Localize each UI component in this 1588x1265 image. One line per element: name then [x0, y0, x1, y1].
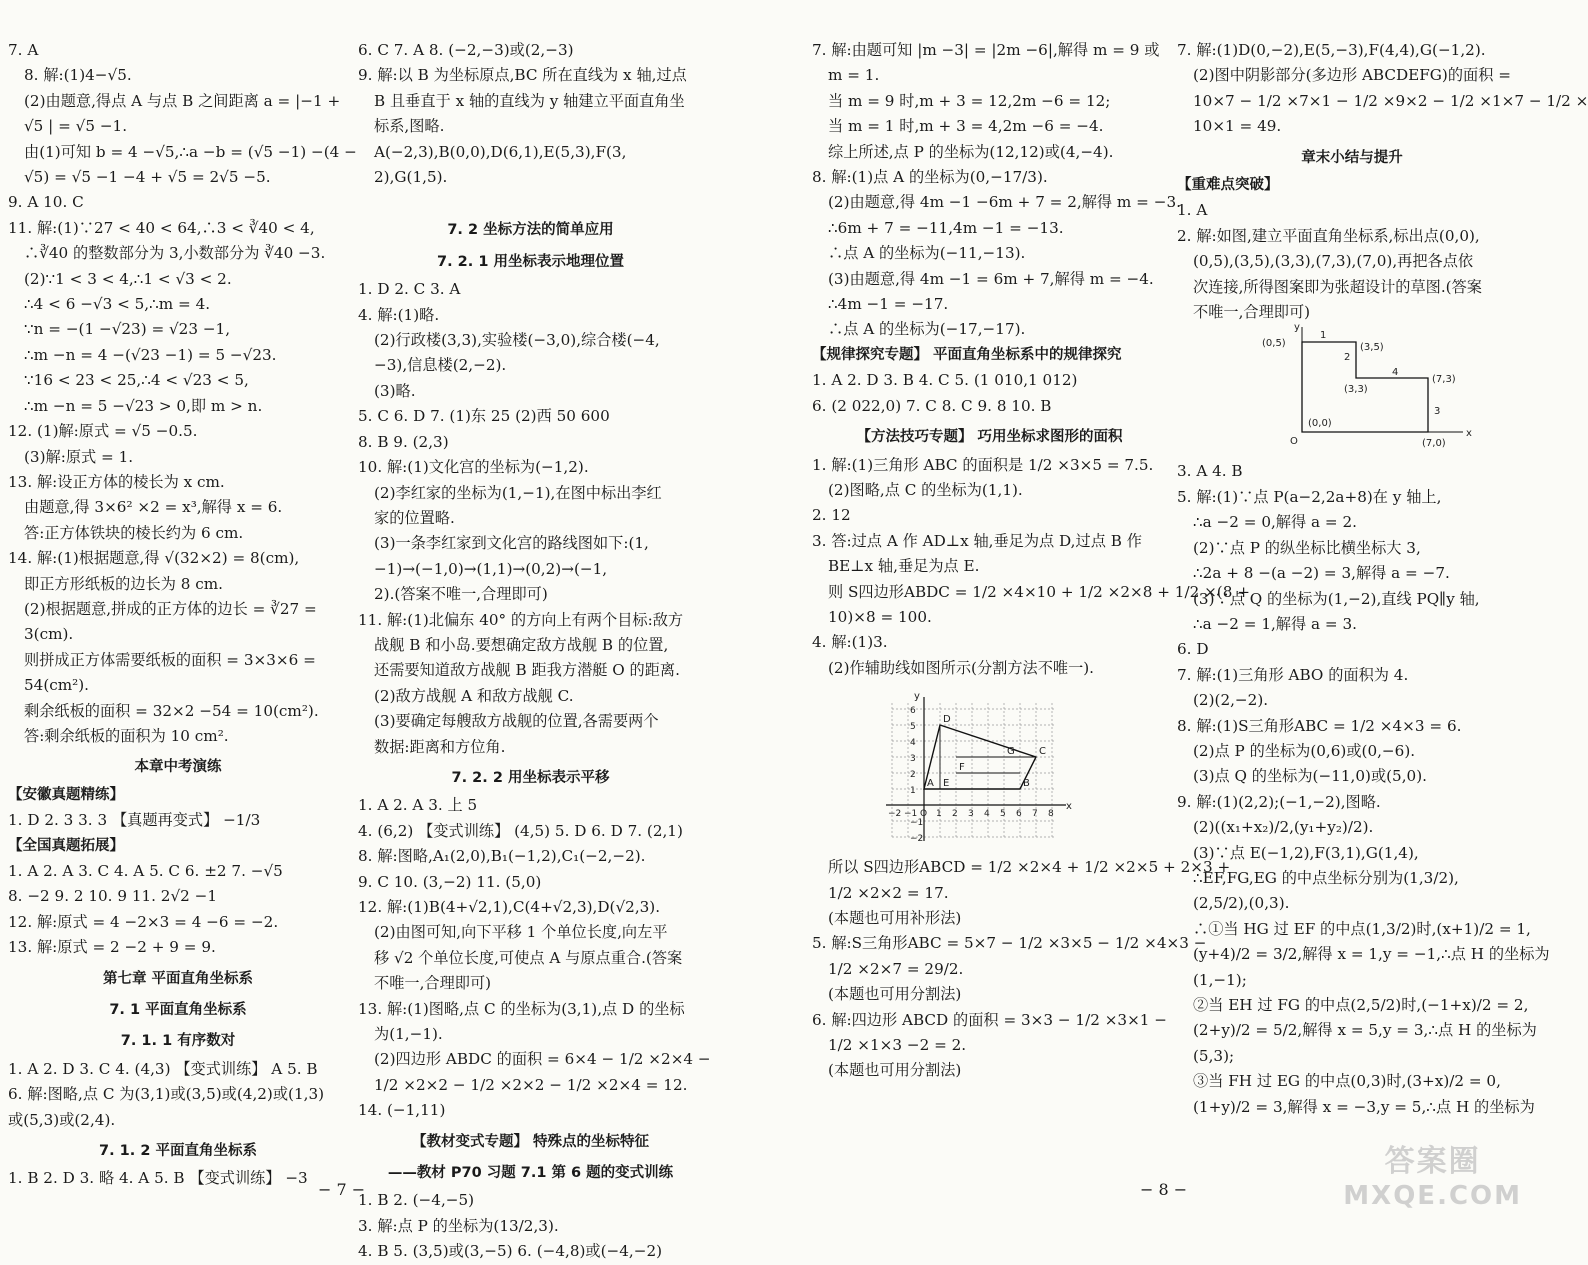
answer-line: 8. 解:(1)点 A 的坐标为(0,−17/3).	[812, 168, 1048, 187]
sketch-label: O	[1290, 436, 1298, 448]
watermark-logo	[1343, 1145, 1522, 1213]
answer-line: A(−2,3),B(0,0),D(6,1),E(5,3),F(3,	[374, 142, 627, 161]
answer-line: 9. A 10. C	[8, 193, 84, 212]
answer-line: 1/2 ×1×3 −2 = 2.	[828, 1036, 967, 1054]
section-heading: 章末小结与提升	[1301, 149, 1403, 166]
answer-line: 3. A 4. B	[1177, 462, 1243, 481]
answer-line: 10×7 − 1/2 ×7×1 − 1/2 ×9×2 − 1/2 ×1×7 − 1/2 ×	[1193, 91, 1588, 110]
x-tick-label: 7	[1032, 809, 1038, 820]
sketch-label: 3	[1434, 406, 1441, 418]
answer-line: 14. 解:(1)根据题意,得 √(32×2) = 8(cm),	[8, 549, 300, 568]
section-heading: 本章中考演练	[134, 759, 222, 776]
answer-line: 3. 答:过点 A 作 AD⊥x 轴,垂足为点 D,过点 B 作	[812, 531, 1142, 550]
answer-line: 由(1)可知 b = 4 −√5,∴a −b = (√5 −1) −(4 −	[24, 142, 357, 161]
answer-line: 7. 解:由题可知 |m −3| = |2m −6|,解得 m = 9 或	[812, 41, 1160, 59]
answer-line: (2)点 P 的坐标为(0,6)或(0,−6).	[1193, 741, 1416, 760]
x-tick-label: 1	[936, 809, 942, 820]
point-label-B: B	[1023, 778, 1030, 790]
column-4	[1177, 38, 1588, 1120]
answer-line: BE⊥x 轴,垂足为点 E.	[828, 557, 980, 576]
y-tick-label: 3	[910, 754, 916, 765]
section-heading: 7. 1. 1 有序数对	[120, 1033, 236, 1050]
answer-line: 8. 解:(1)S三角形ABC = 1/2 ×4×3 = 6.	[1177, 716, 1462, 735]
answer-line: m = 1.	[828, 66, 880, 85]
answer-line: (0,5),(3,5),(3,3),(7,3),(7,0),再把各点依	[1193, 252, 1474, 271]
answer-line: (3)由题意,得 4m −1 = 6m + 7,解得 m = −4.	[828, 269, 1154, 288]
answer-line: 剩余纸板的面积 = 32×2 −54 = 10(cm²).	[24, 701, 319, 720]
answer-line: 答:正方体铁块的棱长约为 6 cm.	[24, 523, 244, 542]
answer-line: (2)图略,点 C 的坐标为(1,1).	[828, 480, 1023, 499]
answer-line: (3)要确定每艘敌方战舰的位置,各需要两个	[374, 712, 659, 731]
answer-line: −1)→(−1,0)→(1,1)→(0,2)→(−1,	[374, 559, 608, 578]
answer-line: 6. 解:四边形 ABCD 的面积 = 3×3 − 1/2 ×3×1 −	[812, 1010, 1168, 1029]
x-tick-label: 4	[984, 809, 990, 820]
x-tick-label: 6	[1016, 809, 1022, 820]
answer-line: ∴m −n = 4 −(√23 −1) = 5 −√23.	[24, 345, 277, 364]
page-number-left: − 7 −	[318, 1180, 366, 1199]
answer-line: 2. 解:如图,建立平面直角坐标系,标出点(0,0),	[1177, 226, 1480, 245]
answer-line: 9. C 10. (3,−2) 11. (5,0)	[358, 872, 542, 891]
sketch-label: 1	[1320, 330, 1327, 342]
y-tick-label: −2	[910, 834, 924, 845]
answer-line: 或(5,3)或(2,4).	[8, 1110, 116, 1129]
answer-line: 9. 解:(1)(2,2);(−1,−2),图略.	[1177, 792, 1381, 811]
watermark-line1: 答案圈	[1384, 1144, 1481, 1179]
answer-line: 则 S四边形ABDC = 1/2 ×4×10 + 1/2 ×2×8 + 1/2 ×(8 +	[828, 582, 1250, 601]
answer-line: ∵n = −(1 −√23) = √23 −1,	[24, 320, 231, 339]
x-tick-label: 5	[1000, 809, 1006, 820]
answer-line: (2)四边形 ABDC 的面积 = 6×4 − 1/2 ×2×4 −	[374, 1050, 711, 1069]
answer-line: ∴2a + 8 −(a −2) = 3,解得 a = −7.	[1193, 564, 1450, 583]
answer-line: (5,3);	[1193, 1046, 1235, 1065]
sketch-label: y	[1294, 322, 1300, 334]
answer-line: 11. 解:(1)∵27 < 40 < 64,∴3 < ∛40 < 4,	[8, 218, 315, 237]
answer-line: (本题也可用分割法)	[828, 1061, 962, 1080]
answer-line: 综上所述,点 P 的坐标为(12,12)或(4,−4).	[828, 142, 1114, 161]
section-heading: 第七章 平面直角坐标系	[102, 970, 254, 987]
answer-line: 即正方形纸板的边长为 8 cm.	[24, 574, 223, 593]
x-tick-label: 2	[952, 809, 958, 820]
answer-line: 5. 解:(1)∵点 P(a−2,2a+8)在 y 轴上,	[1177, 487, 1442, 506]
answer-line: B 且垂直于 x 轴的直线为 y 轴建立平面直角坐	[374, 91, 685, 110]
section-heading: 【教材变式专题】 特殊点的坐标特征	[411, 1133, 650, 1150]
section-heading: 7. 2. 2 用坐标表示平移	[451, 769, 610, 786]
answer-line: (本题也可用补形法)	[828, 908, 962, 927]
answer-line: 13. 解:(1)图略,点 C 的坐标为(3,1),点 D 的坐标	[358, 999, 685, 1018]
answer-line: 8. B 9. (2,3)	[358, 432, 449, 451]
answer-line: 9. 解:以 B 为坐标原点,BC 所在直线为 x 轴,过点	[358, 66, 687, 85]
answer-line: 2. 12	[812, 506, 851, 525]
answer-line: (2)由图可知,向下平移 1 个单位长度,向左平	[374, 923, 668, 942]
answer-line: ∵16 < 23 < 25,∴4 < √23 < 5,	[24, 371, 249, 390]
sketch-label: 2	[1344, 352, 1351, 364]
answer-line: 10. 解:(1)文化宫的坐标为(−1,2).	[358, 458, 589, 477]
section-heading: 7. 2 坐标方法的简单应用	[447, 222, 614, 239]
answer-line: (3)∵点 Q 的坐标为(1,−2),直线 PQ∥y 轴,	[1193, 589, 1480, 608]
sketch-label: (7,0)	[1422, 438, 1446, 450]
answer-line: (3)略.	[374, 381, 416, 400]
answer-line: 当 m = 9 时,m + 3 = 12,2m −6 = 12;	[828, 91, 1111, 110]
answer-line: (2)敌方战舰 A 和敌方战舰 C.	[374, 686, 574, 705]
answer-line: ∴m −n = 5 −√23 > 0,即 m > n.	[24, 396, 263, 415]
answer-line: (2,5/2),(0,3).	[1193, 894, 1290, 913]
sketch-label: (0,0)	[1308, 418, 1332, 430]
answer-line: 1/2 ×2×7 = 29/2.	[828, 959, 964, 978]
answer-line: (3)点 Q 的坐标为(−11,0)或(5,0).	[1193, 767, 1427, 786]
answer-line: ∴∛40 的整数部分为 3,小数部分为 ∛40 −3.	[24, 244, 326, 263]
answer-line: 4. (6,2) 【变式训练】 (4,5) 5. D 6. D 7. (2,1)	[358, 821, 683, 840]
answer-line: ③当 FH 过 EG 的中点(0,3)时,(3+x)/2 = 0,	[1193, 1072, 1501, 1091]
answer-line: 1. D 2. C 3. A	[358, 280, 461, 299]
answer-line: 不唯一,合理即可)	[1193, 303, 1311, 322]
answer-line: (1,−1);	[1193, 970, 1247, 989]
answer-line: 7. 解:(1)三角形 ABO 的面积为 4.	[1177, 665, 1409, 684]
point-label-E: E	[943, 778, 950, 790]
y-tick-label: 4	[910, 738, 916, 749]
answer-line: (2)由题意,得点 A 与点 B 之间距离 a = |−1 +	[24, 91, 341, 110]
answer-line: 1. A 2. D 3. B 4. C 5. (1 010,1 012)	[812, 371, 1078, 390]
section-heading: 7. 1 平面直角坐标系	[109, 1002, 247, 1019]
x-tick-label: 8	[1048, 809, 1054, 820]
answer-line: 6. D	[1177, 640, 1209, 659]
answer-line: 1. A 2. A 3. C 4. A 5. C 6. ±2 7. −√5	[8, 862, 283, 880]
sketch-label: (3,5)	[1360, 342, 1384, 354]
answer-line: 8. 解:图略,A₁(2,0),B₁(−1,2),C₁(−2,−2).	[358, 847, 646, 866]
answer-line: 6. 解:图略,点 C 为(3,1)或(3,5)或(4,2)或(1,3)	[8, 1085, 325, 1104]
column-1	[8, 38, 357, 1192]
sketch-figure	[1177, 322, 1477, 457]
answer-line: ∴①当 HG 过 EF 的中点(1,3/2)时,(x+1)/2 = 1,	[1193, 919, 1531, 938]
answer-line: 1/2 ×2×2 − 1/2 ×2×2 − 1/2 ×2×4 = 12.	[374, 1075, 688, 1094]
answer-line: 家的位置略.	[374, 508, 455, 527]
answer-line: 12. 解:原式 = 4 −2×3 = 4 −6 = −2.	[8, 912, 279, 931]
answer-line: 1. 解:(1)三角形 ABC 的面积是 1/2 ×3×5 = 7.5.	[812, 455, 1154, 474]
sketch-label: (7,3)	[1432, 374, 1456, 386]
column-2	[358, 38, 711, 1265]
answer-line: 当 m = 1 时,m + 3 = 4,2m −6 = −4.	[828, 117, 1104, 136]
answer-line: √5 | = √5 −1.	[24, 117, 128, 136]
answer-line: 数据:距离和方位角.	[374, 737, 506, 756]
answer-line: 为(1,−1).	[374, 1025, 443, 1044]
answer-line: 战舰 B 和小岛.要想确定敌方战舰 B 的位置,	[374, 635, 669, 654]
answer-line: 12. (1)解:原式 = √5 −0.5.	[8, 422, 198, 441]
answer-line: 6. C 7. A 8. (−2,−3)或(2,−3)	[358, 41, 574, 59]
y-tick-label: 5	[910, 722, 916, 733]
answer-line: 答:剩余纸板的面积为 10 cm².	[24, 726, 229, 745]
answer-line: 移 √2 个单位长度,可使点 A 与原点重合.(答案	[374, 948, 683, 967]
answer-line: 10×1 = 49.	[1193, 117, 1282, 136]
section-heading: 7. 2. 1 用坐标表示地理位置	[437, 253, 624, 270]
answer-line: 8. 解:(1)4−√5.	[24, 66, 132, 85]
point-label-A: A	[927, 778, 934, 790]
answer-line: 1. A 2. D 3. C 4. (4,3) 【变式训练】 A 5. B	[8, 1059, 318, 1078]
answer-line: (2)李红家的坐标为(1,−1),在图中标出李红	[374, 483, 662, 502]
section-heading: ——教材 P70 习题 7.1 第 6 题的变式训练	[387, 1165, 674, 1182]
answer-line: 2),G(1,5).	[374, 168, 448, 187]
x-tick-label: 3	[968, 809, 974, 820]
y-axis-label: y	[914, 691, 920, 703]
answer-line: (y+4)/2 = 3/2,解得 x = 1,y = −1,∴点 H 的坐标为	[1193, 945, 1550, 964]
answer-line: 14. (−1,11)	[358, 1101, 446, 1120]
answer-line: 8. −2 9. 2 10. 9 11. 2√2 −1	[8, 887, 218, 906]
x-tick-label: −1	[904, 809, 918, 820]
y-tick-label: 2	[910, 770, 916, 781]
section-label: 【安徽真题精练】	[8, 786, 124, 803]
y-tick-label: 6	[910, 706, 916, 717]
answer-line: 3. 解:点 P 的坐标为(13/2,3).	[358, 1216, 559, 1235]
answer-line: (2)∵点 P 的纵坐标比横坐标大 3,	[1193, 538, 1421, 557]
answer-line: 由题意,得 3×6² ×2 = x³,解得 x = 6.	[24, 498, 283, 517]
answer-line: (2)根据题意,拼成的正方体的边长 = ∛27 =	[24, 599, 317, 618]
answer-line: ∴点 A 的坐标为(−11,−13).	[828, 244, 1026, 263]
answer-line: 13. 解:原式 = 2 −2 + 9 = 9.	[8, 938, 216, 957]
answer-line: 1. B 2. D 3. 略 4. A 5. B 【变式训练】 −3	[8, 1169, 308, 1188]
sketch-label: (0,5)	[1262, 338, 1286, 350]
answer-line: (2)由题意,得 4m −1 −6m + 7 = 2,解得 m = −3.	[828, 193, 1181, 212]
answer-line: (3)解:原式 = 1.	[24, 447, 134, 466]
sketch-label: (3,3)	[1344, 384, 1368, 396]
answer-line: 7. A	[8, 41, 39, 59]
y-tick-label: 1	[910, 786, 916, 797]
answer-line: ∴点 A 的坐标为(−17,−17).	[828, 320, 1026, 339]
point-label-G: G	[1007, 746, 1015, 758]
answer-line: ∴4 < 6 −√3 < 5,∴m = 4.	[24, 295, 211, 314]
answer-line: (2)((x₁+x₂)/2,(y₁+y₂)/2).	[1193, 818, 1374, 837]
answer-line: ②当 EH 过 FG 的中点(2,5/2)时,(−1+x)/2 = 2,	[1193, 996, 1529, 1014]
answer-line: ∴EF,FG,EG 的中点坐标分别为(1,3/2),	[1193, 868, 1459, 887]
answer-line: 13. 解:设正方体的棱长为 x cm.	[8, 472, 225, 491]
answer-line: (3)∵点 E(−1,2),F(3,1),G(1,4),	[1193, 843, 1419, 862]
x-tick-label: O	[920, 809, 928, 820]
answer-line: (2)作辅助线如图所示(分割方法不唯一).	[828, 658, 1095, 677]
answer-line: 6. (2 022,0) 7. C 8. C 9. 8 10. B	[812, 396, 1052, 415]
sketch-label: x	[1466, 428, 1472, 440]
x-axis-label: x	[1066, 801, 1072, 813]
answer-line: 4. B 5. (3,5)或(3,−5) 6. (−4,8)或(−4,−2)	[358, 1242, 663, 1261]
answer-line: (2)行政楼(3,3),实验楼(−3,0),综合楼(−4,	[374, 331, 660, 350]
answer-line: 4. 解:(1)略.	[358, 305, 440, 324]
answer-line: 则拼成正方体需要纸板的面积 = 3×3×6 =	[24, 650, 316, 669]
coordinate-grid-figure	[872, 683, 1112, 853]
sketch-label: 4	[1392, 367, 1399, 379]
point-label-D: D	[943, 714, 951, 726]
answer-line: 11. 解:(1)北偏东 40° 的方向上有两个目标:敌方	[358, 610, 684, 629]
answer-line: 所以 S四边形ABCD = 1/2 ×2×4 + 1/2 ×2×5 + 2×3 +	[828, 858, 1231, 877]
answer-line: 1. B 2. (−4,−5)	[358, 1191, 475, 1210]
answer-line: −3),信息楼(2,−2).	[374, 356, 507, 375]
point-label-F: F	[959, 762, 965, 774]
answer-line: (2)∵1 < 3 < 4,∴1 < √3 < 2.	[24, 269, 232, 288]
answer-line: ∴4m −1 = −17.	[828, 295, 949, 314]
answer-line: 10)×8 = 100.	[828, 607, 932, 626]
answer-line: 54(cm²).	[24, 676, 89, 695]
answer-line: 7. 解:(1)D(0,−2),E(5,−3),F(4,4),G(−1,2).	[1177, 41, 1486, 59]
answer-line: 3(cm).	[24, 625, 74, 644]
point-label-C: C	[1039, 746, 1046, 758]
answer-line: 1. A 2. A 3. 上 5	[358, 796, 478, 815]
answer-line: 1/2 ×2×2 = 17.	[828, 883, 949, 902]
answer-line: 次连接,所得图案即为张超设计的草图.(答案	[1193, 277, 1482, 296]
answer-line: 不唯一,合理即可)	[374, 974, 492, 993]
section-heading: 7. 1. 2 平面直角坐标系	[99, 1143, 257, 1160]
section-heading: 【方法技巧专题】 巧用坐标求图形的面积	[856, 429, 1123, 446]
x-tick-label: −2	[888, 809, 902, 820]
answer-line	[358, 190, 703, 212]
answer-line: 2).(答案不唯一,合理即可)	[374, 585, 548, 604]
answer-line: (3)一条李红家到文化宫的路线图如下:(1,	[374, 534, 649, 553]
answer-line: (本题也可用分割法)	[828, 985, 962, 1004]
answer-line: √5) = √5 −1 −4 + √5 = 2√5 −5.	[24, 168, 271, 187]
answer-line: 标系,图略.	[374, 117, 445, 136]
answer-line: 5. 解:S三角形ABC = 5×7 − 1/2 ×3×5 − 1/2 ×4×3 −	[812, 934, 1207, 953]
section-label: 【全国真题拓展】	[8, 837, 124, 854]
answer-line: 还需要知道敌方战舰 B 距我方潜艇 O 的距离.	[374, 661, 680, 680]
answer-line: ∴a −2 = 1,解得 a = 3.	[1193, 614, 1357, 633]
answer-line: (1+y)/2 = 3,解得 x = −3,y = 5,∴点 H 的坐标为	[1193, 1097, 1535, 1116]
answer-line: ∴6m + 7 = −11,4m −1 = −13.	[828, 218, 1064, 237]
answer-line: 5. C 6. D 7. (1)东 25 (2)西 50 600	[358, 407, 610, 426]
answer-line: 12. 解:(1)B(4+√2,1),C(4+√2,3),D(√2,3).	[358, 898, 661, 916]
answer-line: (2+y)/2 = 5/2,解得 x = 5,y = 3,∴点 H 的坐标为	[1193, 1021, 1537, 1040]
answer-line: 4. 解:(1)3.	[812, 633, 888, 652]
answer-line: 1. A	[1177, 201, 1208, 220]
y-tick-label: −1	[910, 818, 924, 829]
watermark-line2: MXQE.COM	[1343, 1181, 1522, 1211]
section-label: 【规律探究专题】 平面直角坐标系中的规律探究	[812, 346, 1122, 363]
answer-line: (2)图中阴影部分(多边形 ABCDEFG)的面积 =	[1193, 66, 1511, 85]
answer-line: 1. D 2. 3 3. 3 【真题再变式】 −1/3	[8, 811, 261, 830]
answer-line: ∴a −2 = 0,解得 a = 2.	[1193, 513, 1357, 532]
answer-line: (2)(2,−2).	[1193, 691, 1269, 710]
section-label: 【重难点突破】	[1177, 177, 1279, 194]
page-number-right: − 8 −	[1140, 1180, 1188, 1199]
